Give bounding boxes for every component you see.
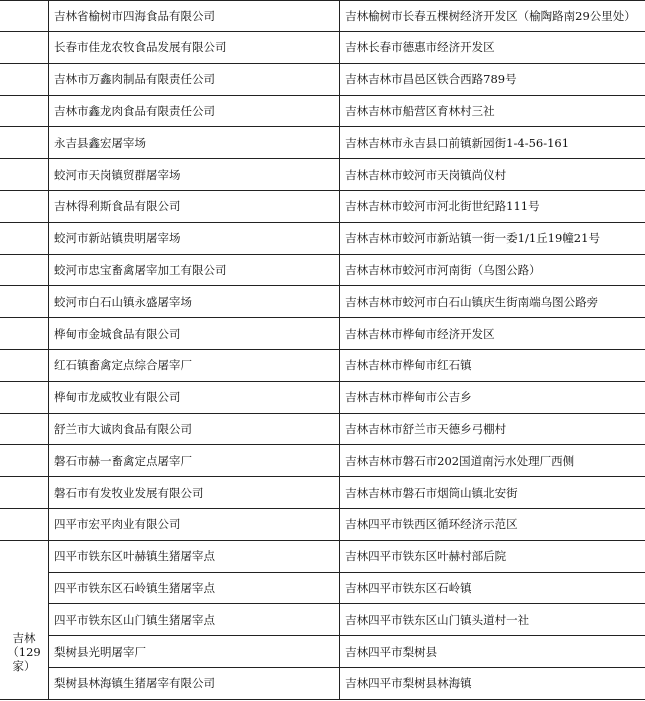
- region-label: 吉林 （129 家）: [7, 630, 41, 673]
- company-address-cell: 吉林吉林市桦甸市红石镇: [340, 349, 645, 381]
- company-address-cell: 吉林四平市铁东区山门镇头道村一社: [340, 604, 645, 636]
- company-name-cell: 四平市铁东区石岭镇生猪屠宰点: [49, 572, 340, 604]
- table-row: [0, 508, 645, 540]
- table-row: [0, 413, 645, 445]
- left-edge-cell: [0, 95, 49, 127]
- company-name-cell: 红石镇畜禽定点综合屠宰厂: [49, 349, 340, 381]
- left-edge-cell: [0, 1, 49, 32]
- company-name-cell: 四平市宏平肉业有限公司: [49, 508, 340, 540]
- company-address-cell: 吉林吉林市昌邑区铁合西路789号: [340, 63, 645, 95]
- table-row: [0, 318, 645, 350]
- table-row: [0, 95, 645, 127]
- company-name-cell: 吉林市万鑫肉制品有限责任公司: [49, 63, 340, 95]
- table-row: [0, 32, 645, 64]
- left-edge-cell: [0, 381, 49, 413]
- left-edge-cell: [0, 190, 49, 222]
- table-row: [0, 254, 645, 286]
- company-name-cell: 四平市铁东区叶赫镇生猪屠宰点: [49, 540, 340, 572]
- company-address-cell: 吉林吉林市船营区育林村三社: [340, 95, 645, 127]
- company-address-cell: 吉林四平市梨树县林海镇: [340, 667, 645, 699]
- left-edge-cell: [0, 222, 49, 254]
- company-name-cell: 蛟河市天岗镇贸群屠宰场: [49, 159, 340, 191]
- table-row: [0, 1, 645, 32]
- company-address-cell: 吉林四平市铁东区叶赫村部后院: [340, 540, 645, 572]
- left-edge-cell: [0, 32, 49, 64]
- table-row: [0, 540, 645, 572]
- company-name-cell: 梨树县光明屠宰厂: [49, 636, 340, 668]
- company-address-cell: 吉林吉林市磐石市烟筒山镇北安街: [340, 477, 645, 509]
- company-name-cell: 舒兰市大诚肉食品有限公司: [49, 413, 340, 445]
- company-address-cell: 吉林吉林市蛟河市河南街（乌图公路）: [340, 254, 645, 286]
- table-body: [0, 1, 645, 700]
- company-name-cell: 磐石市有发牧业发展有限公司: [49, 477, 340, 509]
- table-row: [0, 477, 645, 509]
- table-row: [0, 349, 645, 381]
- company-address-cell: 吉林吉林市桦甸市经济开发区: [340, 318, 645, 350]
- company-address-cell: 吉林吉林市蛟河市天岗镇尚仪村: [340, 159, 645, 191]
- company-address-cell: 吉林吉林市磐石市202国道南污水处理厂西侧: [340, 445, 645, 477]
- company-name-cell: 长春市佳龙农牧食品发展有限公司: [49, 32, 340, 64]
- company-address-cell: 吉林四平市铁东区石岭镇: [340, 572, 645, 604]
- company-name-cell: 蛟河市白石山镇永盛屠宰场: [49, 286, 340, 318]
- company-name-cell: 永吉县鑫宏屠宰场: [49, 127, 340, 159]
- company-name-cell: 梨树县林海镇生猪屠宰有限公司: [49, 667, 340, 699]
- company-address-cell: 吉林吉林市永吉县口前镇新园街1-4-56-161: [340, 127, 645, 159]
- table-row: [0, 381, 645, 413]
- company-address-cell: 吉林吉林市蛟河市白石山镇庆生街南端乌图公路旁: [340, 286, 645, 318]
- company-name-cell: 桦甸市金城食品有限公司: [49, 318, 340, 350]
- table-row: [0, 667, 645, 699]
- left-edge-cell: [0, 477, 49, 509]
- company-name-cell: 吉林市鑫龙肉食品有限责任公司: [49, 95, 340, 127]
- region-cell: [0, 540, 49, 699]
- left-edge-cell: [0, 508, 49, 540]
- company-address-cell: 吉林四平市梨树县: [340, 636, 645, 668]
- company-address-cell: 吉林长春市德惠市经济开发区: [340, 32, 645, 64]
- table-row: [0, 604, 645, 636]
- company-name-cell: 蛟河市新站镇贵明屠宰场: [49, 222, 340, 254]
- table-row: [0, 190, 645, 222]
- company-name-cell: 蛟河市忠宝畜禽屠宰加工有限公司: [49, 254, 340, 286]
- table-row: [0, 63, 645, 95]
- company-name-cell: 吉林得利斯食品有限公司: [49, 190, 340, 222]
- left-edge-cell: [0, 318, 49, 350]
- company-name-cell: 磐石市赫一畜禽定点屠宰厂: [49, 445, 340, 477]
- left-edge-cell: [0, 159, 49, 191]
- table-row: [0, 445, 645, 477]
- table-row: [0, 127, 645, 159]
- company-address-cell: 吉林四平市铁西区循环经济示范区: [340, 508, 645, 540]
- table-row: [0, 159, 645, 191]
- left-edge-cell: [0, 286, 49, 318]
- company-address-cell: 吉林吉林市桦甸市公吉乡: [340, 381, 645, 413]
- company-address-cell: 吉林榆树市长春五棵树经济开发区（榆陶路南29公里处）: [340, 1, 645, 32]
- table-row: [0, 636, 645, 668]
- company-name-cell: 四平市铁东区山门镇生猪屠宰点: [49, 604, 340, 636]
- left-edge-cell: [0, 127, 49, 159]
- company-address-cell: 吉林吉林市蛟河市河北街世纪路111号: [340, 190, 645, 222]
- table-row: [0, 286, 645, 318]
- left-edge-cell: [0, 63, 49, 95]
- left-edge-cell: [0, 413, 49, 445]
- left-edge-cell: [0, 254, 49, 286]
- left-edge-cell: [0, 349, 49, 381]
- table-row: [0, 572, 645, 604]
- table-row: [0, 222, 645, 254]
- company-name-cell: 吉林省榆树市四海食品有限公司: [49, 1, 340, 32]
- company-name-cell: 桦甸市龙威牧业有限公司: [49, 381, 340, 413]
- company-address-cell: 吉林吉林市舒兰市天德乡弓棚村: [340, 413, 645, 445]
- left-edge-cell: [0, 445, 49, 477]
- company-address-cell: 吉林吉林市蛟河市新站镇一街一委1/1丘19幢21号: [340, 222, 645, 254]
